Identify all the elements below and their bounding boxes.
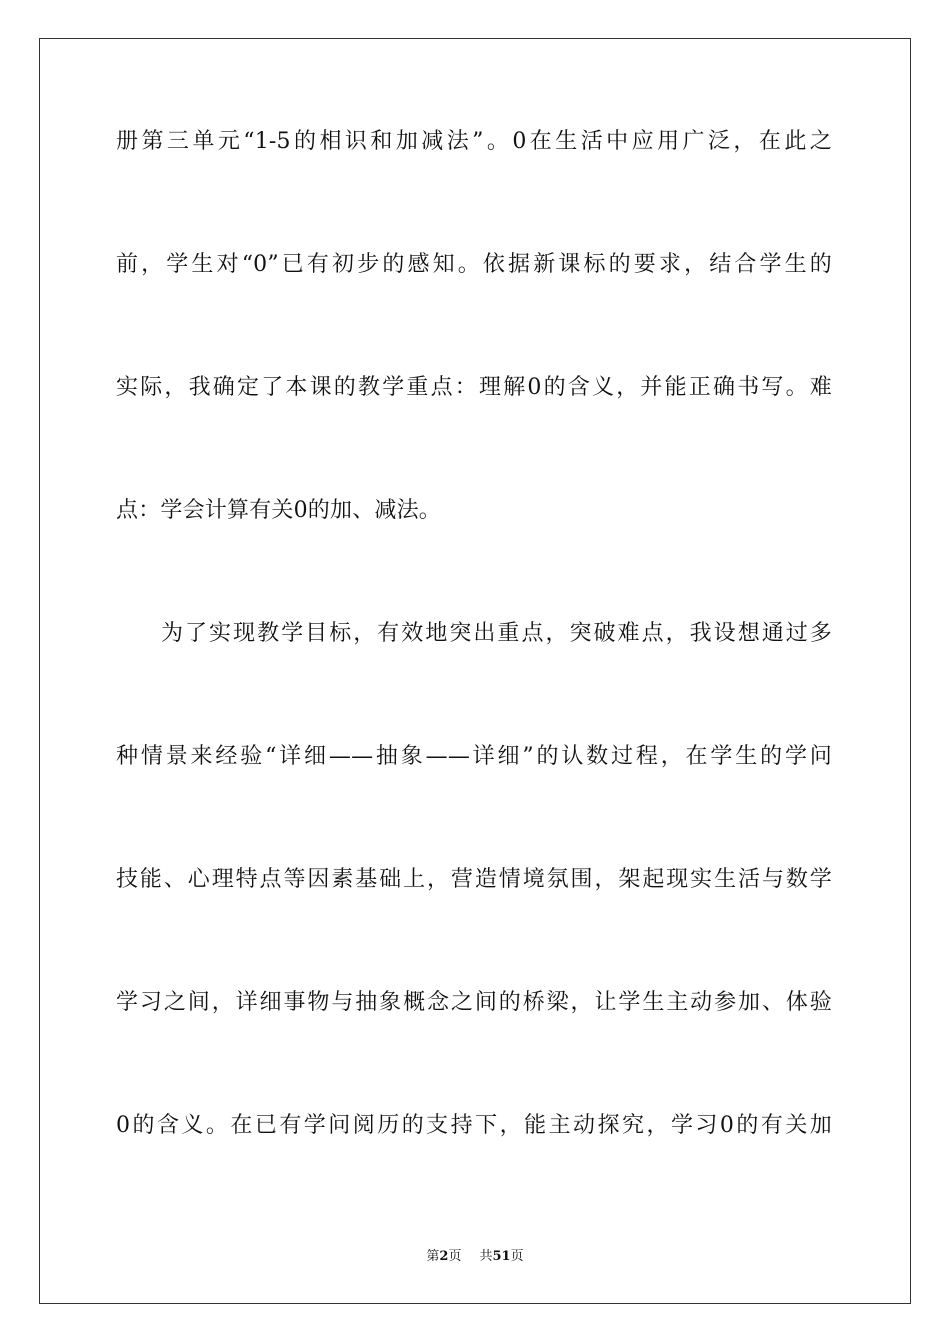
total-prefix: 共 <box>479 1249 493 1264</box>
paragraph-line-7: 技能、心理特点等因素基础上，营造情境氛围，架起现实生活与数学 <box>116 867 832 892</box>
page-footer <box>0 1248 950 1266</box>
paragraph-line-6: 种情景来经验“详细——抽象——详细”的认数过程，在学生的学问 <box>116 744 832 769</box>
paragraph-line-2: 前，学生对“0”已有初步的感知。依据新课标的要求，结合学生的 <box>116 252 832 277</box>
document-body <box>116 127 832 1234</box>
page-prefix: 第 <box>426 1249 440 1264</box>
paragraph-line-1: 册第三单元“1-5的相识和加减法”。0在生活中应用广泛，在此之 <box>116 129 832 154</box>
total-pages: 51 <box>492 1249 511 1264</box>
total-suffix: 页 <box>510 1249 524 1264</box>
paragraph-line-3: 实际，我确定了本课的教学重点：理解0的含义，并能正确书写。难 <box>116 375 832 400</box>
page-number: 2 <box>439 1249 449 1264</box>
paragraph-line-8: 学习之间，详细事物与抽象概念之间的桥梁，让学生主动参加、体验 <box>116 990 832 1015</box>
paragraph-line-4: 点：学会计算有关0的加、减法。 <box>116 498 441 523</box>
page-suffix: 页 <box>448 1249 462 1264</box>
paragraph-line-9: 0的含义。在已有学问阅历的支持下，能主动探究，学习0的有关加 <box>116 1113 832 1138</box>
paragraph-line-5: 为了实现教学目标，有效地突出重点，突破难点，我设想通过多 <box>161 621 832 646</box>
